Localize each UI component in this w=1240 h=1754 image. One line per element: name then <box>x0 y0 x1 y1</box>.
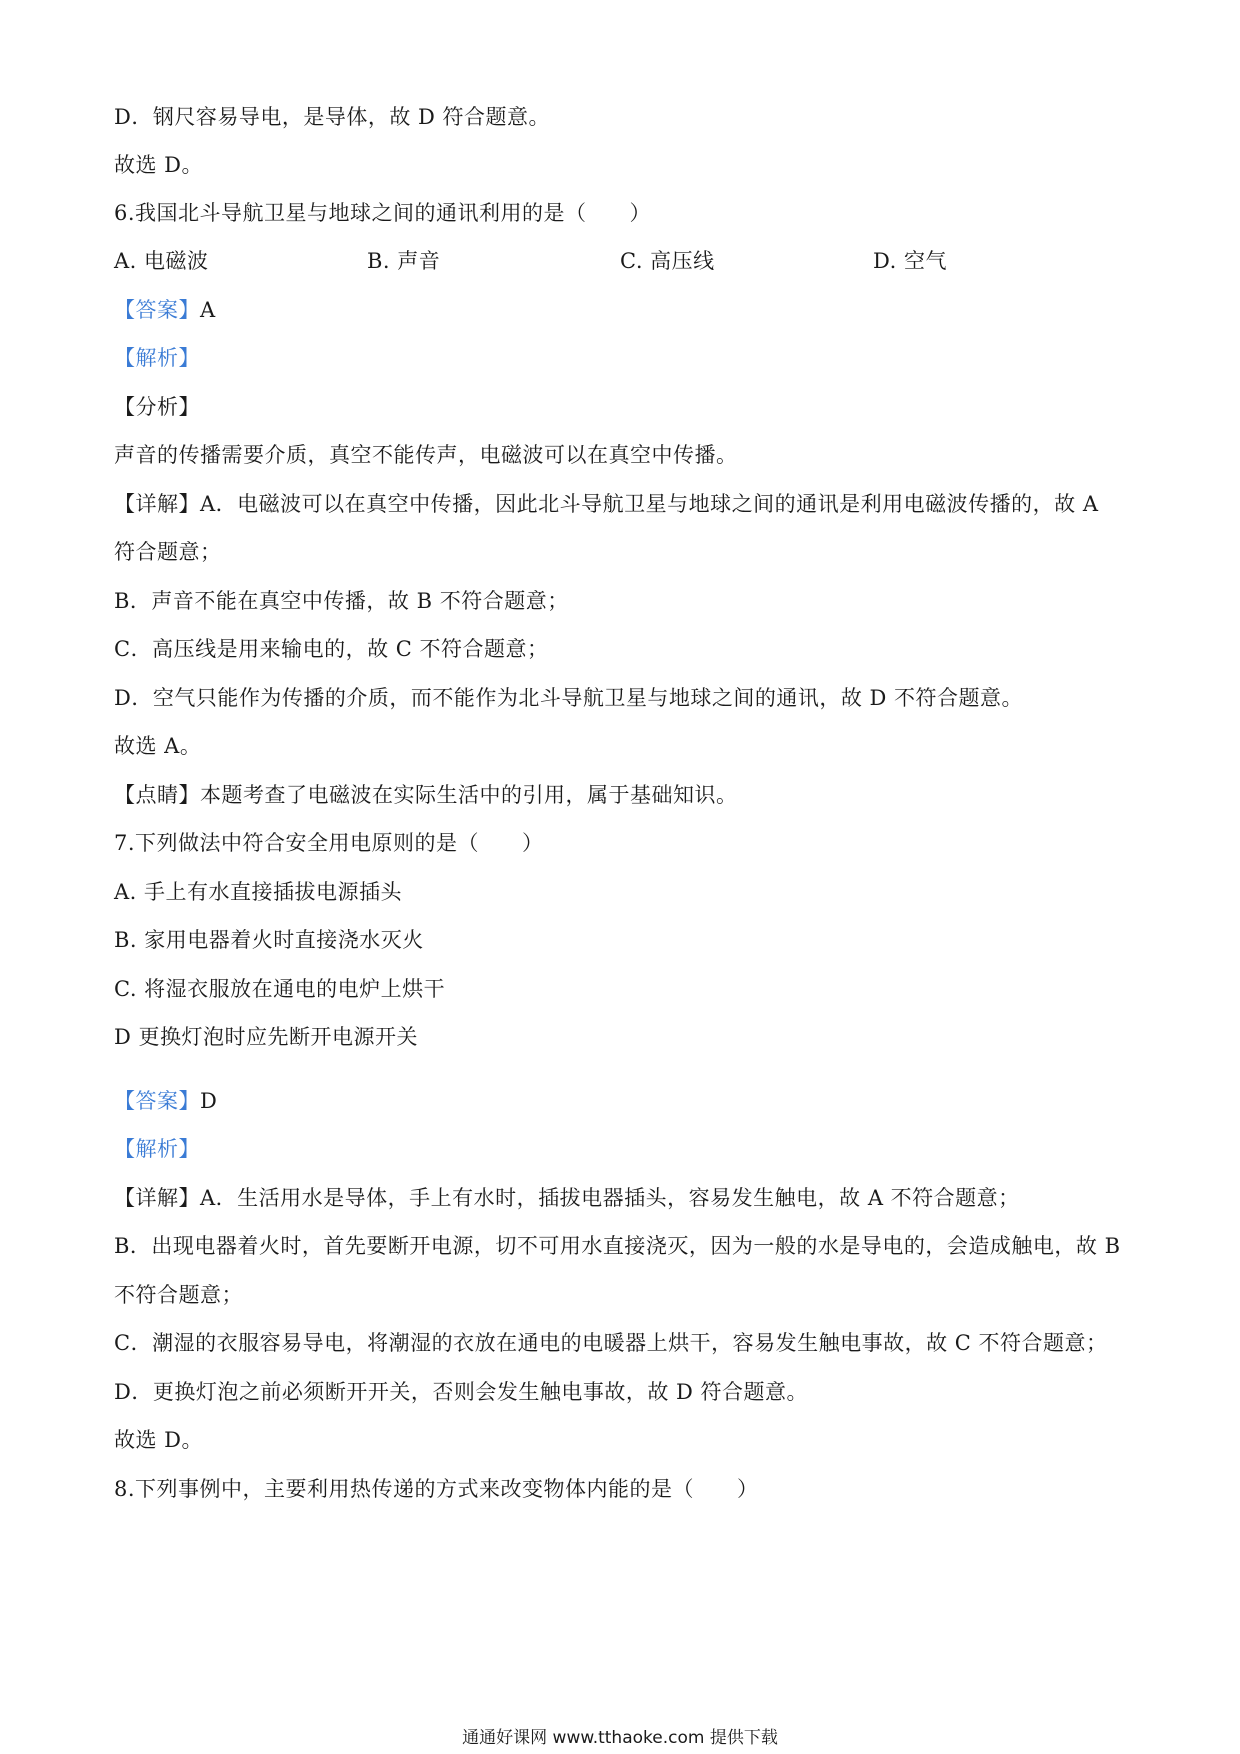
answer-tag: 【答案】 <box>114 1089 200 1113</box>
answer-tag: 【答案】 <box>114 298 200 322</box>
q7-option-b: B. 家用电器着火时直接浇水灭火 <box>114 928 424 952</box>
q7-option-d: D 更换灯泡时应先断开电源开关 <box>114 1025 419 1049</box>
q7-analysis-tag: 【解析】 <box>114 1137 200 1161</box>
q7-answer <box>114 1086 217 1116</box>
q7-option-a: A. 手上有水直接插拔电源插头 <box>114 880 403 904</box>
q6-option-b: B. 声音 <box>367 249 441 273</box>
q7-option-c: C. 将湿衣服放在通电的电炉上烘干 <box>114 977 446 1001</box>
q6-detail-a: 【详解】A．电磁波可以在真空中传播，因此北斗导航卫星与地球之间的通讯是利用电磁波传播的，故 A <box>114 492 1099 516</box>
answer-value: D <box>200 1089 218 1113</box>
q6-option-a: A. 电磁波 <box>114 249 209 273</box>
q7-choose: 故选 D。 <box>114 1428 204 1452</box>
q7-detail-a: 【详解】A．生活用水是导体，手上有水时，插拔电器插头，容易发生触电，故 A 不符合题意； <box>114 1186 1020 1210</box>
q7-detail-c: C．潮湿的衣服容易导电，将潮湿的衣放在通电的电暖器上烘干，容易发生触电事故，故 C 不符合题意； <box>114 1331 1108 1355</box>
answer-value: A <box>200 298 216 322</box>
q6-choose: 故选 A。 <box>114 734 202 758</box>
text-line: 故选 D。 <box>114 153 204 177</box>
text-line: D．钢尺容易导电，是导体，故 D 符合题意。 <box>114 105 551 129</box>
q6-answer <box>114 295 216 325</box>
q6-detail-a-cont: 符合题意； <box>114 540 222 564</box>
q7-detail-b-cont: 不符合题意； <box>114 1283 243 1307</box>
question-6: 6.我国北斗导航卫星与地球之间的通讯利用的是（ ） <box>114 201 652 225</box>
q7-detail-d: D．更换灯泡之前必须断开开关，否则会发生触电事故，故 D 符合题意。 <box>114 1380 809 1404</box>
q6-fenxi-tag: 【分析】 <box>114 395 200 419</box>
q7-detail-b: B．出现电器着火时，首先要断开电源，切不可用水直接浇灭，因为一般的水是导电的，会造成触电，故 B <box>114 1234 1121 1258</box>
q6-options <box>114 246 947 276</box>
q6-option-d: D. 空气 <box>873 249 947 273</box>
q6-detail-c: C．高压线是用来输电的，故 C 不符合题意； <box>114 637 549 661</box>
q6-analysis-tag: 【解析】 <box>114 346 200 370</box>
q6-detail-b: B．声音不能在真空中传播，故 B 不符合题意； <box>114 589 569 613</box>
question-8: 8.下列事例中，主要利用热传递的方式来改变物体内能的是（ ） <box>114 1477 759 1501</box>
q6-option-c: C. 高压线 <box>620 249 715 273</box>
page-footer: 通通好课网 www.tthaoke.com 提供下载 <box>462 1728 778 1748</box>
q6-detail-d: D．空气只能作为传播的介质，而不能作为北斗导航卫星与地球之间的通讯，故 D 不符合题意。 <box>114 686 1024 710</box>
question-7: 7.下列做法中符合安全用电原则的是（ ） <box>114 831 544 855</box>
q6-fenxi-text: 声音的传播需要介质，真空不能传声，电磁波可以在真空中传播。 <box>114 443 738 467</box>
q6-dianjing: 【点睛】本题考查了电磁波在实际生活中的引用，属于基础知识。 <box>114 783 738 807</box>
